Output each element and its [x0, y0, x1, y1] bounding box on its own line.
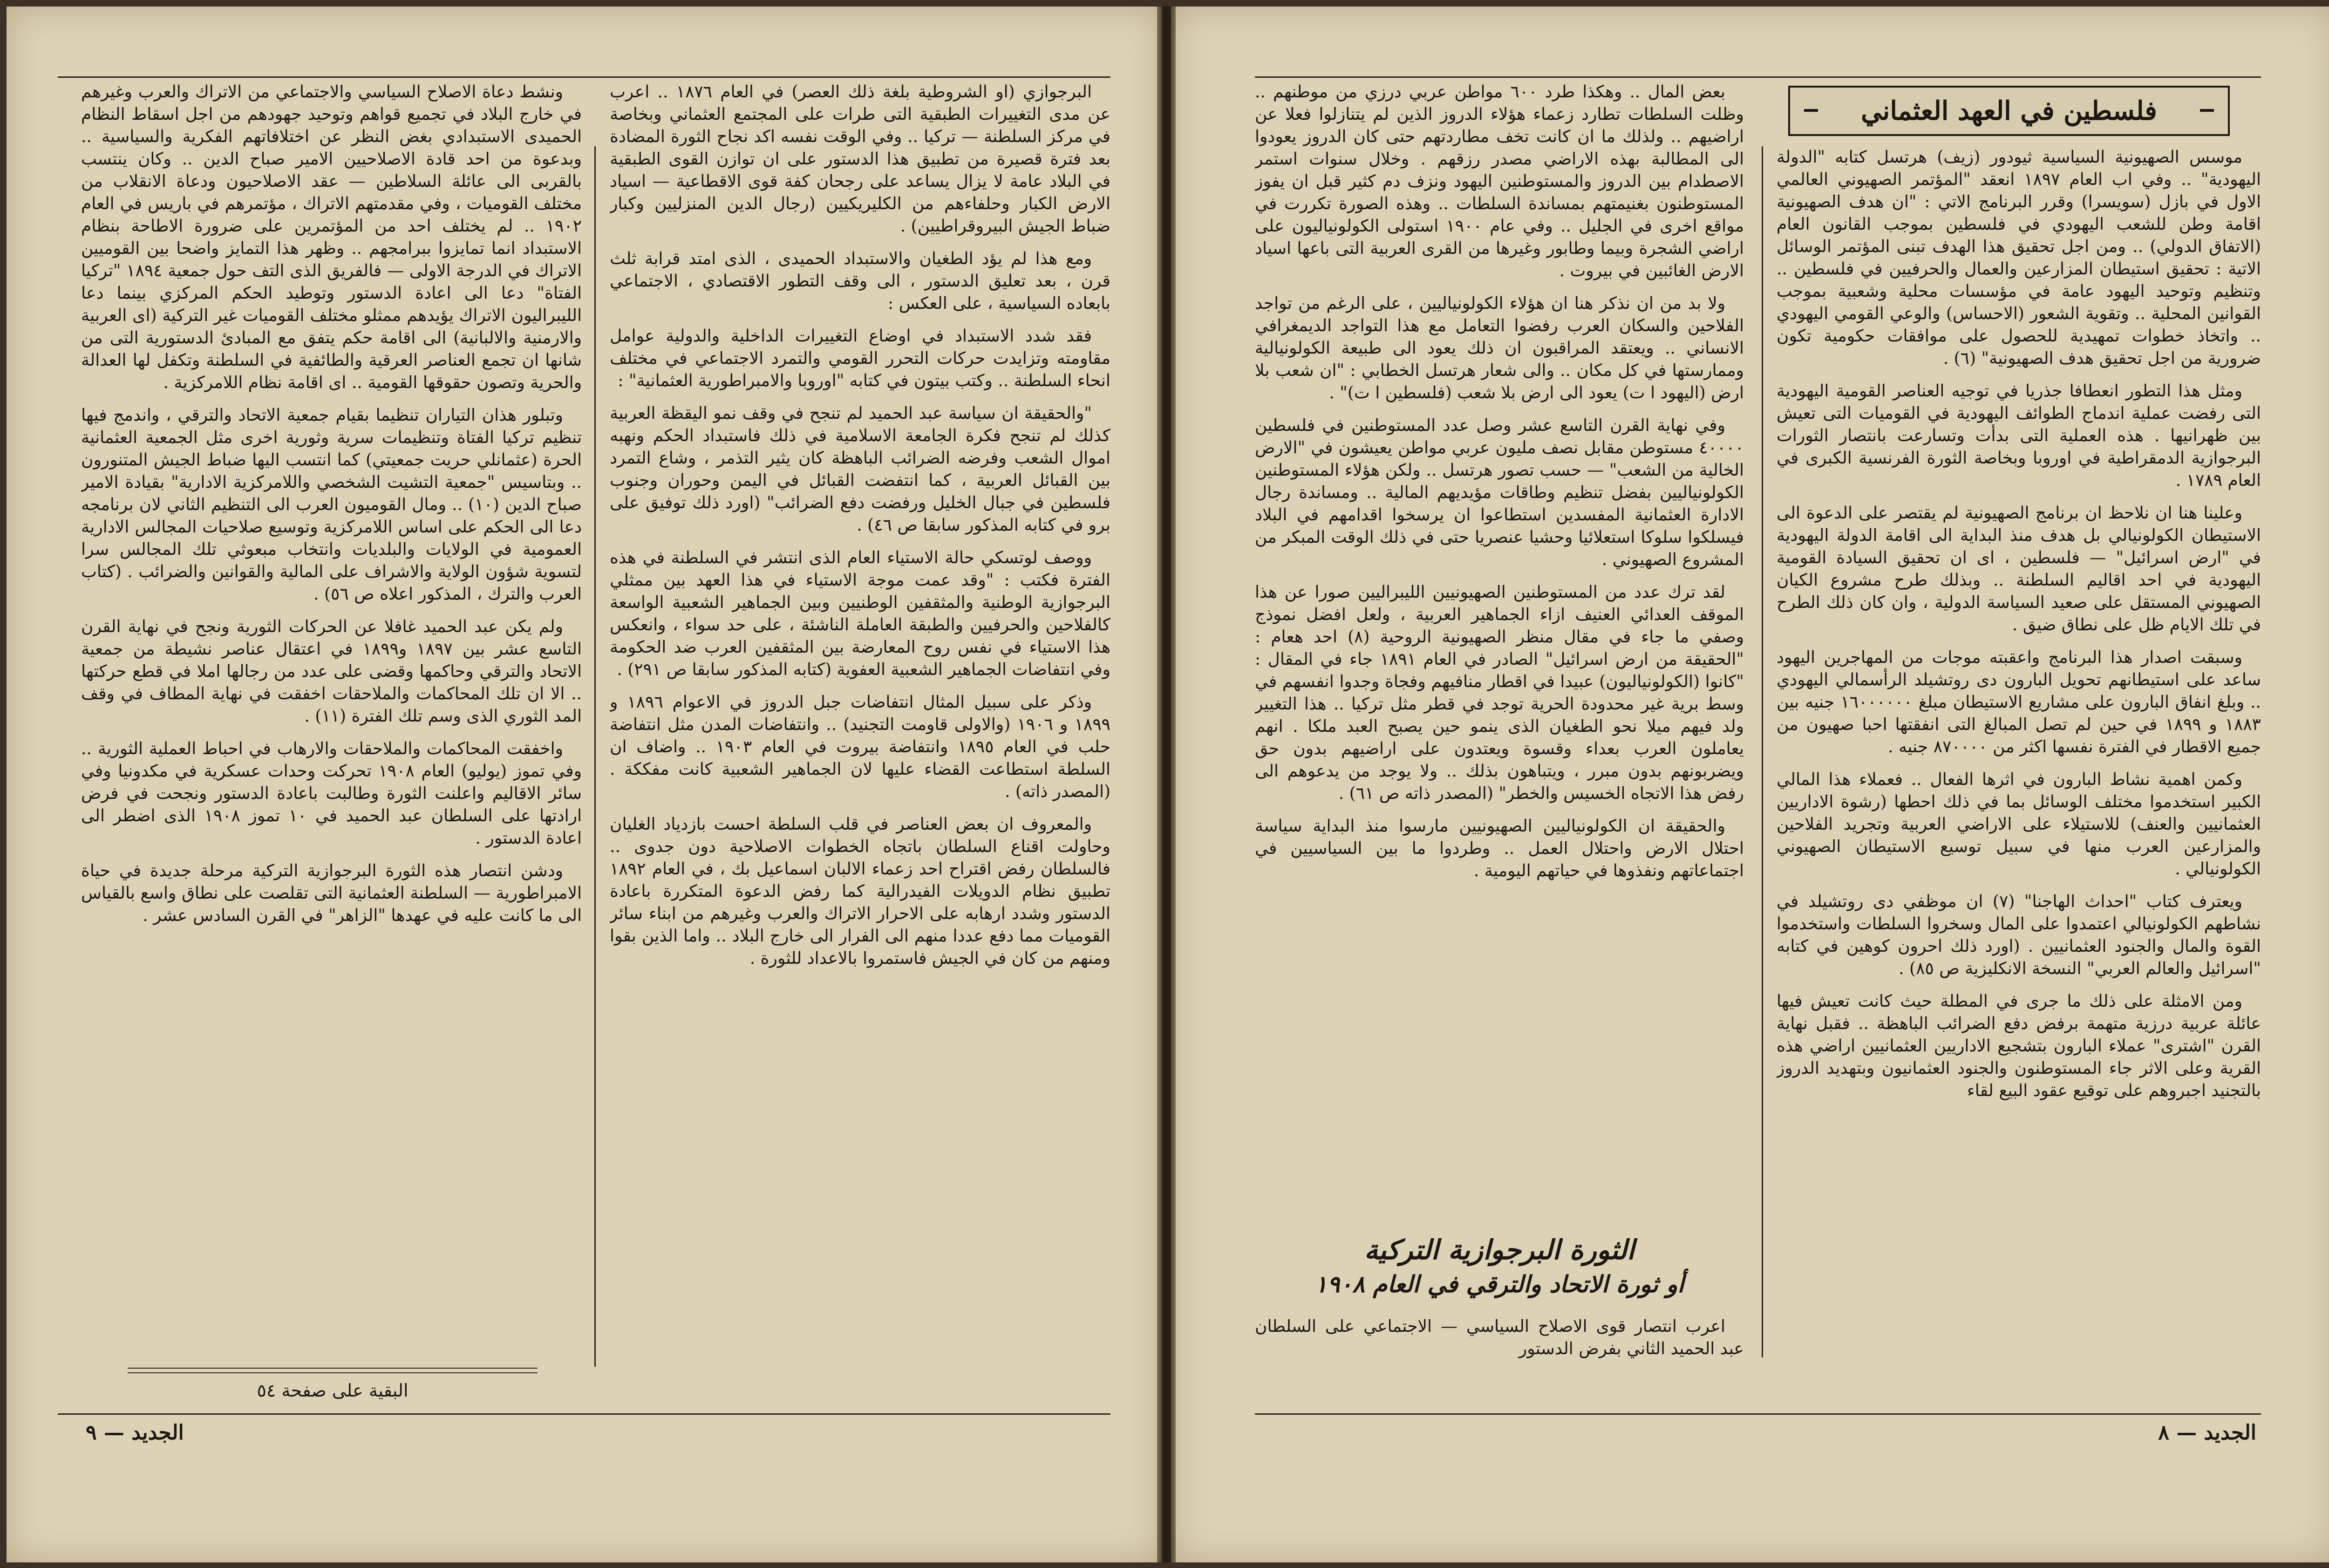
paragraph: البرجوازي (او الشروطية بلغة ذلك العصر) في العام ١٨٧٦ .. اعرب عن مدى التغييرات الطبقية التى طرات على المجتمع العثماني وبخاصة في مركز السلطنة — تركيا .. وفي الوقت نفسه اكد نجاح الثورة المضادة بعد فترة قصيرة من تطبيق هذا الدستور على ان توازن القوى الطبقية في البلاد عامة لا يزال يساعد على رجحان كفة قوى الاقطاعية — اسياد الارض الكبار وحلفاءهم من الكليريكيين (رجال الدين المنزليين وكبار ضباط الجيش البيروقراطيين) .: [610, 82, 1110, 236]
paragraph: بعض المال .. وهكذا طرد ٦٠٠ مواطن عربي درزي من موطنهم .. وظلت السلطات تطارد زعماء هؤلاء الدروز الذين لم يتنازلوا فعلا عن اراضيهم .. ولذلك ما ان كانت تخف مطاردتهم حتى كان الدروز يعودوا الى المطالبة بهذه الاراضي مصدر رزقهم . وخلال سنوات استمر الاصطدام بين الدروز والمستوطنين اليهود ونزف دم كثير قبل ان يفوز المستوطنون بغنيمتهم بمساندة السلطات .. وهذه الصورة تكررت في مواقع اخرى في الجليل .. وفي عام ١٩٠٠ استولى الكولونياليون على اراضي الشجرة وبيما وطابور وغيرها من القرى العربية التى باعها اسياد الارض الغائبين في بيروت .: [1255, 82, 1744, 280]
paragraph: ومع هذا لم يؤد الطغيان والاستبداد الحميدى ، الذى امتد قرابة ثلث قرن ، بعد تعليق الدستور ، الى وقف التطور الاقتصادي ، الاجتماعي بابعاده السياسية ، على العكس :: [610, 249, 1110, 313]
paragraph: فقد شدد الاستبداد في اوضاع التغييرات الداخلية والدولية عوامل مقاومته وتزايدت حركات التحرر القومي والتمرد الاجتماعي في مختلف انحاء السلطنة .. وكتب بيتون في كتابه "اوروبا والامبراطورية العثمانية" :: [610, 327, 1110, 390]
subheading: [1255, 1232, 1744, 1301]
continued-rule: [128, 1368, 538, 1369]
column-divider: [594, 146, 596, 1367]
section-title-box: [1788, 86, 2230, 136]
paragraph: وكمن اهمية نشاط البارون في اثرها الفعال .. فعملاء هذا المالي الكبير استخدموا مختلف الوسائل بما في ذلك احطها (رشوة الاداريين العثمانيين والعنف) للاستيلاء على الاراضي العربية وتجريد الفلاحين والمزارعين العرب منها في سبيل توسيع الاستيطان الصهيوني الكولونيالي .: [1777, 770, 2261, 879]
paragraph: وسبقت اصدار هذا البرنامج واعقبته موجات من المهاجرين اليهود ساعد على استيطانهم تحويل البارون دى روتشيلد الرأسمالي اليهودي .. وبلغ انفاق البارون على مشاريع الاستيطان مبلغ ١٦٠٠٠٠٠٠ جنيه بين ١٨٨٣ و ١٨٩٩ في حين لم تصل المبالغ التى انفقتها احبا صهيون من جميع الاقطار في الفترة نفسها اكثر من ٨٧٠٠٠٠ جنيه .: [1777, 648, 2261, 757]
paragraph: وعلينا هنا ان نلاحظ ان برنامج الصهيونية لم يقتصر على الدعوة الى الاستيطان الكولونيالي بل هدف منذ البداية الى اقامة الدولة اليهودية في "ارض اسرائيل" — فلسطين ، اى ان تحقيق السيادة القومية اليهودية في احد اقاليم السلطنة .. وبذلك طرح مشروع الكيان الصهيوني المستقل على صعيد السياسة الدولية ، وان كان ذلك الطرح في تلك الايام ظل على نطاق ضيق .: [1777, 504, 2261, 634]
page-folio: الجديد — ٨: [2158, 1421, 2256, 1445]
subheading-paragraph: [1255, 1316, 1744, 1409]
paragraph: والحقيقة ان الكولونياليين الصهيونيين مارسوا منذ البداية سياسة احتلال الارض واحتلال العمل .. وطردوا ما بين السياسيين في اجتماعاتهم ونفذوها في حياتهم اليومية .: [1255, 817, 1744, 880]
paragraph: واخفقت المحاكمات والملاحقات والارهاب في احباط العملية الثورية .. وفي تموز (يوليو) العام ١٩٠٨ تحركت وحدات عسكرية في مكدونيا وفي سائر الاقاليم واعلنت الثورة وطالبت باعادة الدستور ونجحت في فرض ارادتها على السلطان عبد الحميد في ١٠ تموز ١٩٠٨ الذى اضطر الى اعادة الدستور .: [81, 739, 582, 848]
subheading-line-2: أو ثورة الاتحاد والترقي في العام ١٩٠٨: [1314, 1270, 1684, 1298]
page-9: [7, 7, 1162, 1562]
continued-note: البقية على صفحة ٥٤: [257, 1380, 409, 1401]
paragraph: ولم يكن عبد الحميد غافلا عن الحركات الثورية ونجح في نهاية القرن التاسع عشر بين ١٨٩٧ و١٨٩٩ في اعتقال عناصر نشيطة من جمعية الاتحاد والترقي وحاكمها وقضى على عدد من رجالها املا في قطع حركتها .. الا ان تلك المحاكمات والملاحقات اخفقت في نهاية المطاف في وقف المد الثوري الذى وسم تلك الفترة (١١) .: [81, 617, 582, 726]
paragraph: "والحقيقة ان سياسة عبد الحميد لم تنجح في وقف نمو اليقظة العربية كذلك لم تنجح فكرة الجامعة الاسلامية في ذلك فاستبداد الحكم ونهبه اموال الشعب وفرضه الضرائب الباهظة كان يثير التذمر ، وشاع التمرد بين القبائل العربية ، كما انتفضت القبائل في اليمن وحوران وجنوب فلسطين في جبال الخليل ورفضت دفع الضرائب" (اورد ذلك توفيق على برو في كتابه المذكور سابقا ص ٤٦) .: [610, 404, 1110, 535]
paragraph: اعرب انتصار قوى الاصلاح السياسي — الاجتماعي على السلطان عبد الحميد الثاني بفرض الدستور: [1255, 1317, 1744, 1358]
paragraph: ومثل هذا التطور انعطافا جذريا في توجيه العناصر القومية اليهودية التى رفضت عملية اندماج الطوائف اليهودية في القوميات التى تعيش بين ظهرانيها . هذه العملية التى بدأت وتسارعت بانتصار الثورات البرجوازية الدمقراطية في اوروبا وبخاصة الثورة الفرنسية الكبرى في العام ١٧٨٩ .: [1777, 382, 2261, 490]
page-folio: الجديد — ٩: [86, 1421, 184, 1445]
article-column-right: [610, 81, 1110, 1488]
top-rule: [1255, 76, 2261, 78]
top-rule: [58, 76, 1110, 78]
title-dash-decoration: [2200, 109, 2214, 112]
article-column-right: [1777, 146, 2261, 1413]
paragraph: موسس الصهيونية السياسية ثيودور (زيف) هرتسل كتابه "الدولة اليهودية" .. وفي اب العام ١٨٩٧ انعقد "المؤتمر الصهيوني العالمي الاول في بازل (سويسرا) وقرر البرنامج الاتي : "ان هدف الصهيونية اقامة وطن للشعب اليهودي في فلسطين بموجب القانون العام (الاتفاق الدولي) .. ومن اجل تحقيق هذا الهدف تبنى المؤتمر الوسائل الاتية : تحقيق استيطان المزارعين والعمال والحرفيين في فلسطين .. وتنظيم وتوحيد اليهود عامة في مؤسسات محلية وشعبية بموجب القوانين المحلية .. وتقوية الشعور (الاحساس) والوعي القومي اليهودي .. واتخاذ خطوات تمهيدية للحصول على موافقات حكومية تكون ضرورية من اجل تحقيق هدف الصهيونية" (٦) .: [1777, 148, 2261, 368]
magazine-spread: [7, 7, 2329, 1562]
paragraph: ولا بد من ان نذكر هنا ان هؤلاء الكولونياليين ، على الرغم من تواجد الفلاحين والسكان العرب رفضوا التعامل مع هذا التواجد الديمغرافي الانساني .. ويعتقد المراقبون ان ذلك يعود الى طبيعة الكولونيالية وممارستها في كل مكان .. والى شعار هرتسل الخطابي : "ان شعب بلا ارض (اليهود ا ت) يعود الى ارض بلا شعب (فلسطين ا ت)" .: [1255, 294, 1744, 402]
section-title: فلسطين في العهد العثماني: [1861, 95, 2157, 126]
paragraph: وتبلور هذان التياران تنظيما بقيام جمعية الاتحاد والترقي ، واندمج فيها تنظيم تركيا الفتاة وتنظيمات سرية وثورية اخرى مثل الجمعية العثمانية الحرة (عثمانلي حريت جمعيتي) كما انتسب اليها ضباط الجيش المتنورون .. وبتاسيس "جمعية التشيت الشخصي واللامركزية الادارية" بقيادة الامير صباح الدين (١٠) .. ومال القوميون العرب الى التنظيم الثاني لان برنامجه دعا الى الحكم على اساس اللامركزية وتوسيع صلاحيات المجالس الادارية العمومية في الولايات والبلديات وانتخاب مبعوثي تلك المجالس سرا لتسوية شؤون الولاية والاشراف على المالية والقوانين والضرائب . (كتاب العرب والترك ، المذكور اعلاه ص ٥٦) .: [81, 406, 582, 604]
title-dash-decoration: [1804, 109, 1818, 112]
paragraph: وذكر على سبيل المثال انتفاضات جبل الدروز في الاعوام ١٨٩٦ و ١٨٩٩ و ١٩٠٦ (والاولى قاومت التجنيد) .. وانتفاضات المدن مثل انتفاضة حلب في العام ١٨٩٥ وانتفاضة بيروت في العام ١٩٠٣ .. واضاف ان السلطة استطاعت القضاء عليها لان الجماهير الشعبية كانت مفككة . (المصدر ذاته) .: [610, 693, 1110, 801]
article-column-left: [81, 81, 582, 1357]
paragraph: وفي نهاية القرن التاسع عشر وصل عدد المستوطنين في فلسطين ٤٠٠٠٠ مستوطن مقابل نصف مليون عربي مواطن يعيشون في "الارض الخالية من الشعب" — حسب تصور هرتسل .. ولكن هؤلاء المستوطنين الكولونياليين بفضل تنظيم وطاقات مؤيديهم المالية .. ومساندة رجال الادارة العثمانية المفسدين استطاعوا ان يرسخوا اقدامهم في البلاد فيسلكوا سلوكا استعلائيا وحشيا عنصريا حتى في ذلك الوقت المبكر من المشروع الصهيوني .: [1255, 416, 1744, 569]
column-divider: [1762, 146, 1763, 1357]
subheading-line-1: الثورة البرجوازية التركية: [1364, 1234, 1634, 1266]
continued-rule: [128, 1372, 538, 1373]
paragraph: ودشن انتصار هذه الثورة البرجوازية التركية مرحلة جديدة في حياة الامبراطورية — السلطنة العثمانية التى تقلصت على نطاق واسع بالقياس الى ما كانت عليه في عهدها "الزاهر" في القرن السادس عشر .: [81, 861, 582, 925]
paragraph: والمعروف ان بعض العناصر في قلب السلطة احست بازدياد الغليان وحاولت اقناع السلطان باتجاه الخطوات الاصلاحية دون جدوى .. فالسلطان رفض اقتراح احد زعماء الالبان اسماعيل بك ، في العام ١٨٩٢ تطبيق نظام الدويلات الفيدرالية كما رفض الدعوة المتكررة باعادة الدستور وشدد ارهابه على الاحرار الاتراك والعرب وغيرهم من ابناء سائر القوميات مما دفع عددا منهم الى الفرار الى خارج البلاد .. واما الذين بقوا ومنهم من كان في الجيش فاستمروا بالاعداد للثورة .: [610, 815, 1110, 968]
paragraph: ونشط دعاة الاصلاح السياسي والاجتماعي من الاتراك والعرب وغيرهم في خارج البلاد في تجميع قواهم وتوحيد جهودهم من اجل اسقاط النظام الحميدى الاستبدادي بغض النظر عن اختلافاتهم الفكرية والسياسية .. وبدعوة من احد قادة الاصلاحيين الامير صباح الدين .. وكان ينتسب بالقربى الى عائلة السلاطين — عقد الاصلاحيون ودعاة الانقلاب من مختلف القوميات ، وفي مقدمتهم الاتراك ، مؤتمرهم في باريس في العام ١٩٠٢ .. لم يختلف احد من المؤتمرين على ضرورة الاطاحة بنظام الاستبداد انما تمايزوا ببرامجهم .. وظهر هذا التمايز واضحا بين القوميين الاتراك في الدرجة الاولى — فالفريق الذى التف حول جمعية ١٨٩٤ "تركيا الفتاة" دعا الى اعادة الدستور وتوطيد الحكم المركزي بينما دعا الليبراليون الاتراك يؤيدهم ممثلو مختلف القوميات غير التركية (اى العربية والارمنية والالبانية) الى اقامة حكم يتفق مع المبادئ الدستورية التى من شانها ان تجمع العناصر العرقية والطائفية في السلطنة وتكفل لها العدالة والحرية وتصون حقوقها القومية .. اى اقامة نظام اللامركزية .: [81, 82, 582, 392]
spine-gutter: [1157, 7, 1176, 1562]
article-column-left: [1255, 81, 1744, 1215]
bottom-rule: [58, 1413, 1110, 1415]
bottom-rule: [1255, 1413, 2261, 1415]
paragraph: لقد ترك عدد من المستوطنين الصهيونيين الليبراليين صورا عن هذا الموقف العدائي العنيف ازاء الجماهير العربية ، ولعل افضل نموذج وصفي ما جاء في مقال منظر الصهيونية الروحية (٨) احد هعام : "الحقيقة من ارض اسرائيل" الصادر في العام ١٨٩١ جاء في المقال : "كانوا (الكولونياليون) عبيدا في اقطار منافيهم وفجاة وجدوا انفسهم في وسط برية غير محدودة الحرية توجد في قطر مثل تركيا .. هذا التغيير ولد فيهم ميلا نحو الطغيان الذى ينمو حين يصبح العبد ملكا . انهم يعاملون العرب بعداء وقسوة ويعتدون على اراضيهم بدون حق ويضربونهم بدون مبرر ، ويتباهون بذلك .. ولا يوجد من يدعوهم الى رفض هذا الاتجاه الخسيس والخطر" (المصدر ذاته ص ٦١) .: [1255, 583, 1744, 803]
paragraph: ويعترف كتاب "احداث الهاجنا" (٧) ان موظفي دى روتشيلد في نشاطهم الكولونيالي اعتمدوا على المال وسخروا السلطات واستخدموا القوة والمال والجنود العثمانيين . (اورد ذلك احرون كوهين في كتابه "اسرائيل والعالم العربي" النسخة الانكليزية ص ٨٥) .: [1777, 892, 2261, 978]
paragraph: ومن الامثلة على ذلك ما جرى في المطلة حيث كانت تعيش فيها عائلة عربية درزية متهمة برفض دفع الضرائب الباهظة .. فقبل نهاية القرن "اشترى" عملاء البارون بتشجيع الاداريين العثمانيين اراضي هذه القرية وعلى الاثر جاء المستوطنون والجنود العثمانيون وبتهديد الدروز بالتجنيد اجبروهم على توقيع عقود البيع لقاء: [1777, 992, 2261, 1100]
page-8: [1171, 7, 2329, 1562]
paragraph: ووصف لوتسكي حالة الاستياء العام الذى انتشر في السلطنة في هذه الفترة فكتب : "وقد عمت موجة الاستياء في هذا العهد بين ممثلي البرجوازية الوطنية والمثقفين الوطنيين وبين الجماهير الشعبية الواسعة كالفلاحين والحرفيين والطبقة العاملة الناشئة ، على حد سواء ، وانعكس هذا الاستياء في نفس روح المعارضة بين المثقفين العرب ضد الحكومة وفي انتفاضات الجماهير الشعبية العفوية (كتابه المذكور سابقا ص ٢٩١) .: [610, 548, 1110, 679]
